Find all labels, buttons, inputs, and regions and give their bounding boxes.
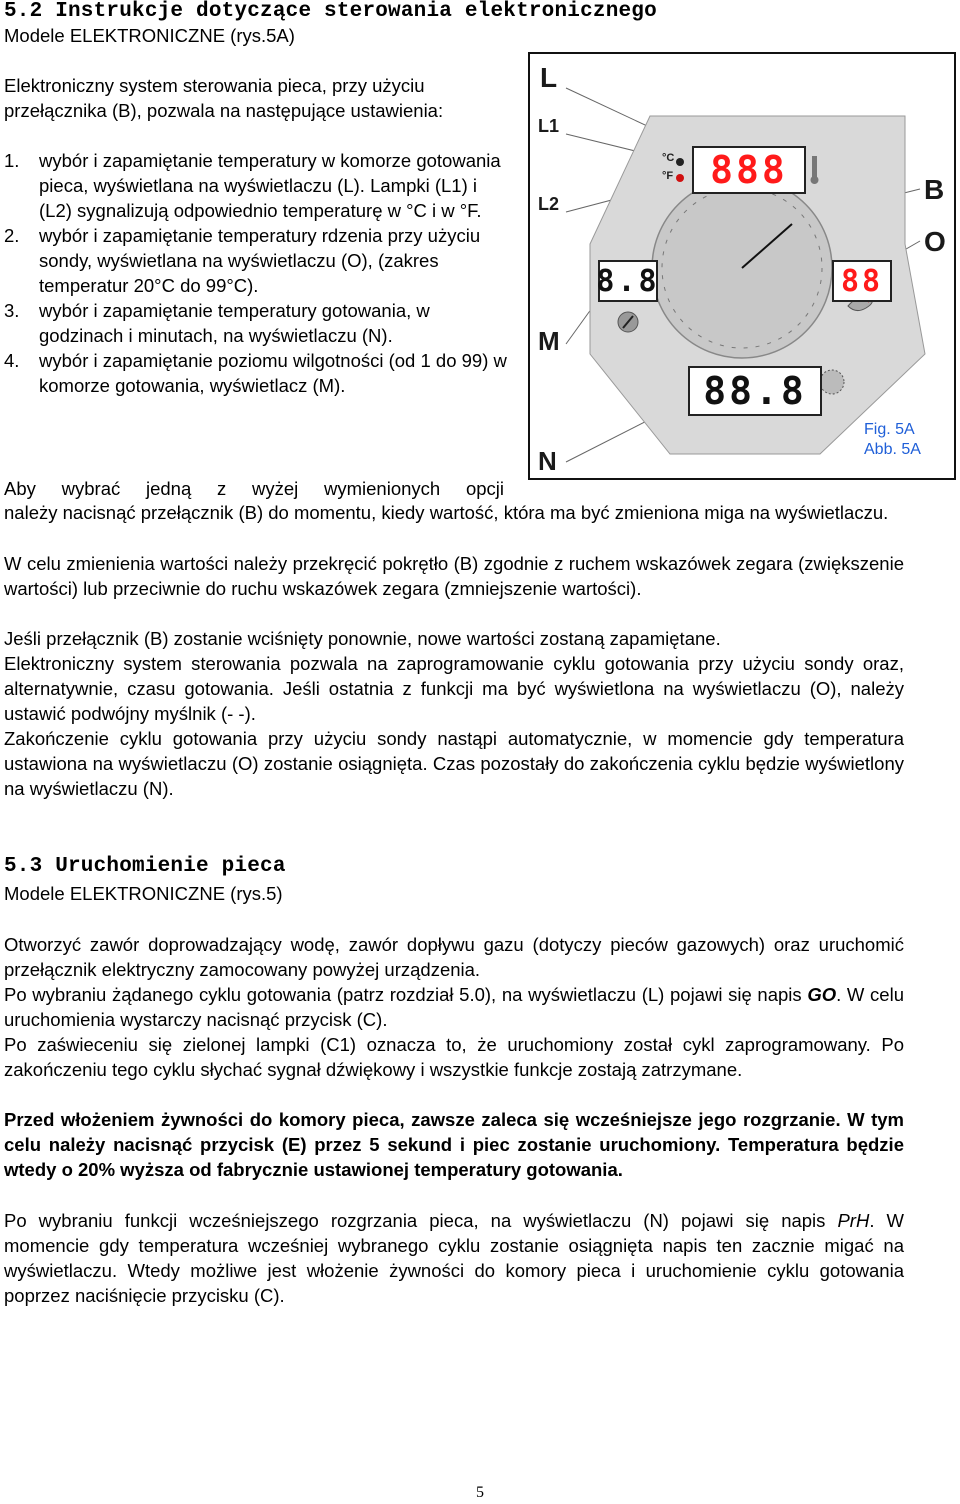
unit-fahrenheit: °F — [662, 170, 674, 182]
figure-caption-polish: Fig. 5A — [864, 421, 915, 438]
label-L1: L1 — [538, 116, 560, 136]
paragraph-green-lamp: Po zaświeceniu się zielonej lampki (C1) oznacza to, że uruchomiony został cykl zaprogramowany. Po zakończeniu tego cyklu słychać sygnał dźwiękowy i wszystkie funkcje zostają zatrzymane. — [4, 1034, 904, 1080]
label-O: O — [924, 226, 946, 257]
section-5-2-title: 5.2 Instrukcje dotyczące sterowania elektronicznego — [4, 0, 657, 23]
control-panel-figure — [528, 52, 956, 480]
paragraph-open-valves: Otworzyć zawór doprowadzający wodę, zawór dopływu gazu (dotyczy pieców gazowych) oraz uruchomić przełącznik elektryczny zamocowany powyżej urządzenia. — [4, 934, 904, 980]
paragraph-turn-knob: W celu zmienienia wartości należy przekręcić pokrętło (B) zgodnie z ruchem wskazówek zegara (zwiększenie wartości) lub przeciwnie do ruchu wskazówek zegara (zmniejszenie wartości). — [4, 553, 904, 599]
page-number: 5 — [476, 1484, 484, 1501]
paragraph-preheat-display: Po wybraniu funkcji wcześniejszego rozgrzania pieca, na wyświetlaczu (N) pojawi się napis PrH. W momencie gdy temperatura wcześniej wybranego cyklu zostanie osiągnięta napis ten zacznie migać na wyświetlaczu. Wtedy możliwe jest włożenie żywności do komory pieca i uruchomienie cyklu gotowania poprzez naciśnięcie przycisku (C). — [4, 1210, 904, 1306]
section-5-2-intro: Elektroniczny system sterowania pieca, przy użyciu przełącznika (B), pozwala na następujące ustawienia: — [4, 75, 444, 121]
section-5-3-title: 5.3 Uruchomienie pieca — [4, 855, 286, 878]
paragraph-preheat-warning: Przed włożeniem żywności do komory pieca, zawsze zaleca się wcześniejsze jego rozgrzanie. W tym celu należy nacisnąć przycisk (E) przez 5 sekund i piec zostanie uruchomiony. Temperatura będzie wtedy o 20% wyższa od fabrycznie ustawionej temperatury gotowania. — [4, 1109, 904, 1180]
display-N: 88.8 — [688, 366, 822, 416]
prh-text: PrH — [837, 1210, 870, 1231]
settings-list — [4, 148, 509, 398]
label-L: L — [540, 62, 558, 93]
label-L2: L2 — [538, 194, 560, 214]
section-5-2-subtitle: Modele ELEKTRONICZNE (rys.5A) — [4, 25, 295, 46]
list-item: 2. wybór i zapamiętanie temperatury rdzenia przy użyciu sondy, wyświetlana na wyświetlaczu (O), (zakres temperatur 20°C do 99°C). — [4, 225, 481, 296]
label-M: M — [538, 326, 560, 356]
label-B: B — [924, 174, 945, 205]
figure-caption-german: Abb. 5A — [864, 441, 921, 458]
display-M: 8.8 — [598, 260, 658, 302]
section-5-3-subtitle: Modele ELEKTRONICZNE (rys.5) — [4, 883, 283, 904]
paragraph-select-option: należy nacisnąć przełącznik (B) do momentu, kiedy wartość, która ma być zmieniona miga na wyświetlaczu. — [4, 502, 889, 523]
display-O: 88 — [832, 260, 892, 302]
unit-celsius: °C — [662, 152, 675, 164]
paragraph-probe-end: Zakończenie cyklu gotowania przy użyciu sondy nastąpi automatycznie, w momencie gdy temperatura ustawiona na wyświetlaczu (O) zostanie osiągnięta. Czas pozostały do zakończenia cyklu będzie wyświetlony na wyświetlaczu (N). — [4, 728, 904, 799]
label-N: N — [538, 446, 557, 476]
paragraph-select-option-first-line: Aby wybrać jedną z wyżej wymienionych opcji — [4, 478, 504, 499]
display-L: 888 — [692, 146, 806, 194]
go-text: GO — [807, 984, 837, 1005]
list-item: 3. wybór i zapamiętanie temperatury gotowania, w godzinach i minutach, na wyświetlaczu (N). — [4, 300, 430, 346]
list-item: 4. wybór i zapamiętanie poziomu wilgotności (od 1 do 99) w komorze gotowania, wyświetlacz (M). — [4, 350, 507, 396]
paragraph-go-display: Po wybraniu żądanego cyklu gotowania (patrz rozdział 5.0), na wyświetlaczu (L) pojawi się napis GO. W celu uruchomienia wystarczy nacisnąć przycisk (C). — [4, 984, 904, 1030]
paragraph-save-values: Jeśli przełącznik (B) zostanie wciśnięty ponownie, nowe wartości zostaną zapamiętane. — [4, 628, 721, 649]
paragraph-programming: Elektroniczny system sterowania pozwala na zaprogramowanie cyklu gotowania przy użyciu sondy oraz, alternatywnie, czasu gotowania. Jeśli ostatnia z funkcji ma być wyświetlona na wyświetlaczu (O), należy ustawić podwójny myślnik (- -). — [4, 653, 904, 724]
list-item: 1. wybór i zapamiętanie temperatury w komorze gotowania pieca, wyświetlana na wyświetlaczu (L). Lampki (L1) i (L2) sygnalizują odpowiednio temperaturę w °C i w °F. — [4, 150, 501, 221]
